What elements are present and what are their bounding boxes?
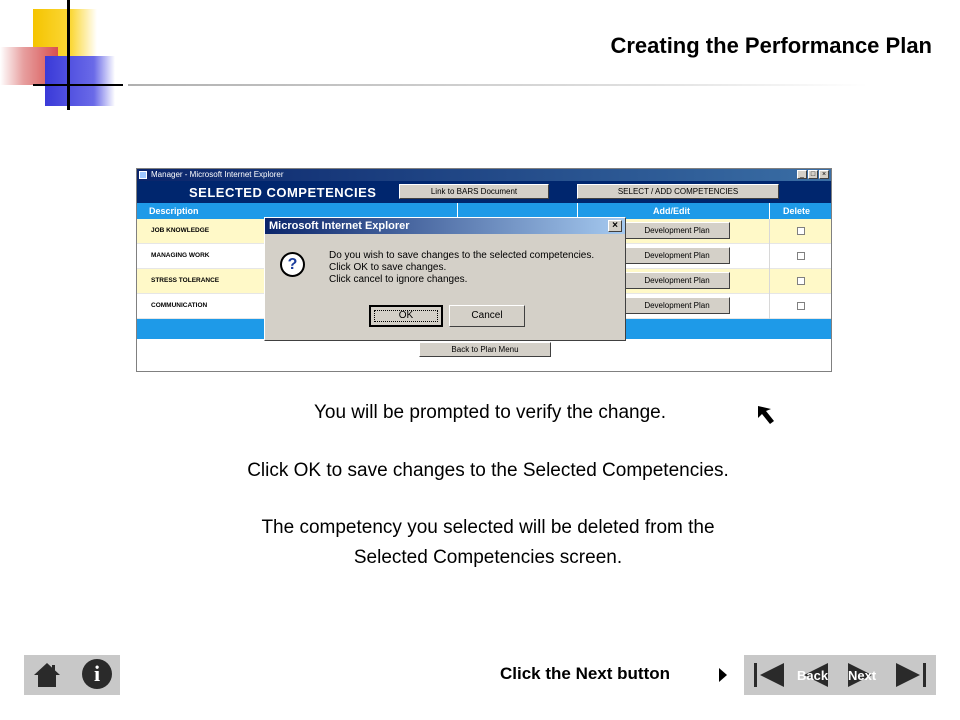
delete-checkbox[interactable]: [797, 277, 805, 285]
instruction-verify: You will be prompted to verify the change.: [313, 402, 667, 423]
hint-arrow-icon: [719, 668, 727, 682]
col-delete: Delete: [783, 206, 811, 216]
back-band: [137, 339, 831, 359]
next-hint-text: Click the Next button: [500, 664, 671, 683]
row-separator: [769, 244, 770, 269]
info-icon[interactable]: i: [82, 659, 112, 689]
col-add-edit: Add/Edit: [653, 206, 690, 216]
development-plan-button[interactable]: Development Plan: [624, 272, 730, 289]
nav-right-panel: [744, 655, 936, 695]
delete-checkbox[interactable]: [797, 252, 805, 260]
app-header: [137, 181, 831, 203]
ie-window-title: Manager - Microsoft Internet Explorer: [151, 170, 284, 179]
next-button[interactable]: Next: [848, 668, 877, 683]
ie-icon: [139, 171, 147, 179]
development-plan-button[interactable]: Development Plan: [624, 297, 730, 314]
instruction-deleted-line: The competency you selected will be deleted from the: [261, 517, 715, 538]
competency-name: COMMUNICATION: [151, 302, 208, 309]
focus-ring: [374, 310, 438, 322]
ie-titlebar: [137, 169, 831, 181]
back-button[interactable]: Back: [797, 668, 829, 683]
delete-checkbox[interactable]: [797, 227, 805, 235]
decor-blue-square: [45, 56, 115, 106]
dialog-message: [329, 250, 594, 286]
instruction-click-ok: Click OK to save changes to the Selected Competencies.: [247, 460, 729, 481]
ok-label: OK: [398, 310, 414, 321]
ok-button[interactable]: [369, 305, 443, 327]
home-icon[interactable]: [32, 661, 62, 689]
decor-horizontal-line: [33, 84, 123, 86]
back-to-plan-menu-button[interactable]: Back to Plan Menu: [419, 342, 551, 357]
development-plan-button[interactable]: Development Plan: [624, 222, 730, 239]
question-icon: ?: [280, 252, 305, 277]
window-buttons: [797, 170, 829, 179]
row-separator: [769, 269, 770, 294]
confirm-dialog: [264, 217, 626, 341]
competency-name: MANAGING WORK: [151, 252, 210, 259]
col-description: Description: [149, 206, 199, 216]
selected-competencies-title: SELECTED COMPETENCIES: [189, 185, 377, 200]
close-icon[interactable]: ×: [608, 220, 622, 232]
delete-checkbox[interactable]: [797, 302, 805, 310]
dialog-titlebar: [265, 218, 625, 234]
minimize-icon[interactable]: _: [797, 170, 807, 179]
development-plan-button[interactable]: Development Plan: [624, 247, 730, 264]
dialog-message-line: Click OK to save changes.: [329, 262, 447, 273]
pointer-arrow-icon: [756, 404, 780, 428]
first-slide-icon[interactable]: [750, 661, 790, 689]
decor-vertical-line: [67, 0, 70, 110]
instruction-deleted: [120, 513, 856, 573]
row-separator: [769, 219, 770, 244]
competency-name: JOB KNOWLEDGE: [151, 227, 210, 234]
cancel-button[interactable]: Cancel: [449, 305, 525, 327]
link-bars-button[interactable]: Link to BARS Document: [399, 184, 549, 199]
select-add-competencies-button[interactable]: SELECT / ADD COMPETENCIES: [577, 184, 779, 199]
competency-name: STRESS TOLERANCE: [151, 277, 220, 284]
close-window-icon[interactable]: ×: [819, 170, 829, 179]
nav-left-panel: [24, 655, 120, 695]
col-separator: [769, 203, 770, 219]
dialog-message-line: Click cancel to ignore changes.: [329, 274, 468, 285]
page-title: Creating the Performance Plan: [610, 33, 932, 58]
maximize-icon[interactable]: □: [808, 170, 818, 179]
last-slide-icon[interactable]: [890, 661, 930, 689]
row-separator: [769, 294, 770, 319]
dialog-message-line: Do you wish to save changes to the selected competencies.: [329, 250, 595, 261]
dialog-title: Microsoft Internet Explorer: [269, 220, 410, 232]
title-rule: [128, 84, 868, 86]
instruction-deleted-line: Selected Competencies screen.: [353, 547, 623, 568]
